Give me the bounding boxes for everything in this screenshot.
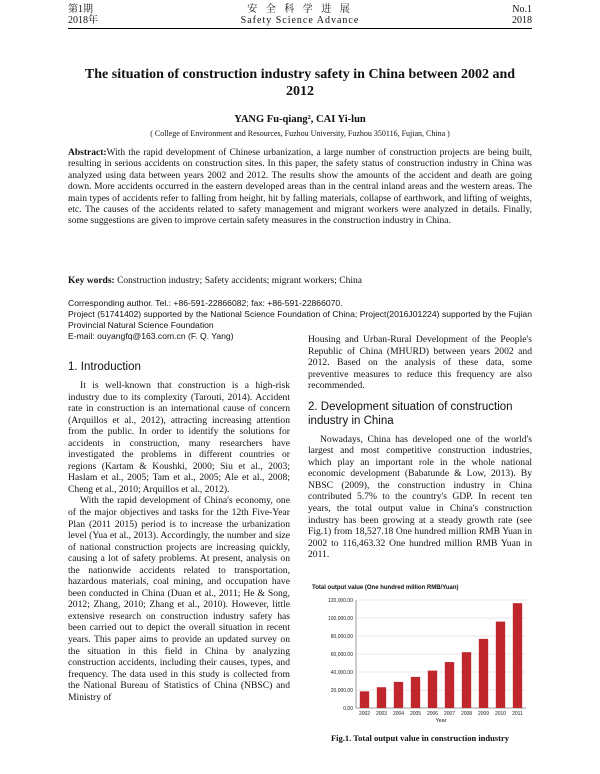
x-tick-label: 2007	[443, 711, 456, 717]
header-rule	[68, 28, 532, 29]
x-tick-label: 2006	[426, 711, 439, 717]
intro-continued: Housing and Urban-Rural Development of the People's Republic of China (MHURD) between years 2002 and 2012. Based on the analysis of these data, some preventive measures to reduce this frequency are also recommended.	[308, 334, 532, 392]
bar-2011	[513, 603, 522, 708]
y-tick-label: 80,000.00	[330, 634, 353, 640]
abstract-label: Abstract:	[68, 148, 107, 158]
output-value-chart	[308, 592, 532, 730]
abstract	[68, 148, 532, 228]
section2-heading: 2. Development situation of construction industry in China	[308, 400, 513, 427]
running-header	[68, 4, 532, 26]
intro-heading: 1. Introduction	[68, 361, 141, 373]
header-center	[68, 4, 532, 26]
y-tick-label: 0.00	[343, 706, 353, 712]
x-tick-label: 2009	[477, 711, 490, 717]
left-column	[68, 360, 290, 703]
bar-2008	[462, 652, 471, 708]
bar-2006	[428, 671, 437, 708]
y-tick-label: 60,000.00	[330, 652, 353, 658]
x-tick-label: 2003	[375, 711, 388, 717]
authors: YANG Fu-qiang², CAI Yi-lun	[234, 114, 366, 125]
issue-en: No.1	[512, 4, 532, 15]
intro-paragraph-2: With the rapid development of China's economy, one of the major objectives and tasks for the 12th Five-Year Plan (2011 2015) period is to increase the urbanization level (Yua et al., 2013). Accordingly, the number and size of national construction projects are increasing quickly, causing a lot of safety problems. At present, analysis on the nationwide accidents related to transportation, hazardous materials, coal mining, and occupation have been conducted in China (Duan et al., 2011; He & Song, 2012; Zhang, 2010; Zhang et al., 2010). However, little extensive research on construction industry safety has been carried out to depict the overall situation in recent years. This paper aims to provide an updated survey on the situation in this field in China by analyzing construction accidents, including their causes, types, and frequency. The data used in this study is collected from the National Bureau of Statistics of China (NBSC) and Ministry of	[68, 495, 290, 703]
y-tick-label: 120,000.00	[327, 598, 353, 604]
bar-2007	[445, 662, 454, 708]
y-tick-label: 40,000.00	[330, 670, 353, 676]
intro-paragraph-1: It is well-known that construction is a high-risk industry due to its complexity (Tarouti, 2014). Accident rate in construction is an international cause of concern (Arquillos et al., 2012), attracting increasing attention from the public. In order to identify the solutions for accidents in construction, many researchers have investigated the problems in different countries or regions (Kartam & Koushki, 2000; Siu et al., 2003; Haslam et al., 2005; Tam et al., 2005; Ale et al., 2008; Cheng et al., 2010; Arquillos et al., 2012).	[68, 380, 290, 495]
x-axis-label: Year	[435, 718, 447, 724]
keywords-label: Key words:	[68, 276, 115, 286]
y-tick-label: 20,000.00	[330, 688, 353, 694]
x-tick-label: 2002	[358, 711, 371, 717]
funding-note: Project (51741402) supported by the National Science Foundation of China; Project(2016J01224) supported by the Fujian Provincial Natural Science Foundation	[68, 309, 532, 330]
right-column	[308, 334, 532, 561]
issue-cn: 第1期	[68, 4, 93, 15]
corresponding-author: Corresponding author. Tel.: +86-591-22866082; fax: +86-591-22866070.	[68, 298, 343, 308]
bar-2004	[394, 682, 403, 708]
journal-cn: 安 全 科 学 进 展	[247, 4, 353, 15]
x-tick-label: 2011	[512, 711, 523, 717]
bar-2005	[411, 677, 420, 708]
keywords	[68, 276, 532, 286]
journal-en: Safety Science Advance	[240, 15, 360, 26]
email-line: E-mail: ouyangfq@163.com.cn (F. Q. Yang)	[68, 331, 234, 341]
x-tick-label: 2008	[460, 711, 473, 717]
affiliation: ( College of Environment and Resources, Fuzhou University, Fuzhou 350116, Fujian, China )	[150, 129, 450, 138]
y-tick-label: 100,000.00	[327, 616, 353, 622]
paper-title: The situation of construction industry safety in China between 2002 and 2012	[84, 67, 516, 99]
chart-title: Total output value (One hundred million RMB/Yuan)	[312, 585, 459, 591]
x-tick-label: 2005	[409, 711, 422, 717]
figure-caption: Fig.1. Total output value in construction industry	[330, 733, 510, 743]
year-cn: 2018年	[68, 15, 98, 26]
bar-2009	[479, 639, 488, 708]
bar-2010	[496, 622, 505, 708]
x-tick-label: 2010	[494, 711, 507, 717]
x-tick-label: 2004	[392, 711, 405, 717]
bar-2003	[377, 687, 386, 708]
section2-paragraph-1: Nowadays, China has developed one of the world's largest and most competitive construction industries, which play an important role in the whole national economic development (Babatunde & Low, 2013). By NBSC (2009), the construction industry in China contributed 5.7% to the country's GDP. In recent ten years, the total output value in China's construction industry has been growing at a steady growth rate (see Fig.1) from 18,527.18 One hundred million RMB Yuan in 2002 to 116,463.32 One hundred million RMB Yuan in 2011.	[308, 433, 532, 561]
keywords-text: Construction industry; Safety accidents; migrant workers; China	[117, 276, 362, 286]
header-right	[512, 4, 532, 26]
bar-2002	[360, 691, 369, 708]
abstract-text: With the rapid development of Chinese urbanization, a large number of construction projects are being built, resulting in serious accidents on construction sites. In this paper, the safety status of construction industry in China was analyzed using data between years 2002 and 2012. The results show the amounts of the accident and death are going down. More accidents occurred in the eastern developed areas than in the central inland areas and the western areas. The main types of accidents refer to falling from height, hit by falling materials, collapse of earthwork, and lifting of weights, etc. The causes of the accidents related to safety management and migrant workers were analyzed in details. Finally, some suggestions are given to improve certain safety measures in the construction industry in China.	[68, 148, 532, 227]
year-en: 2018	[512, 15, 532, 26]
